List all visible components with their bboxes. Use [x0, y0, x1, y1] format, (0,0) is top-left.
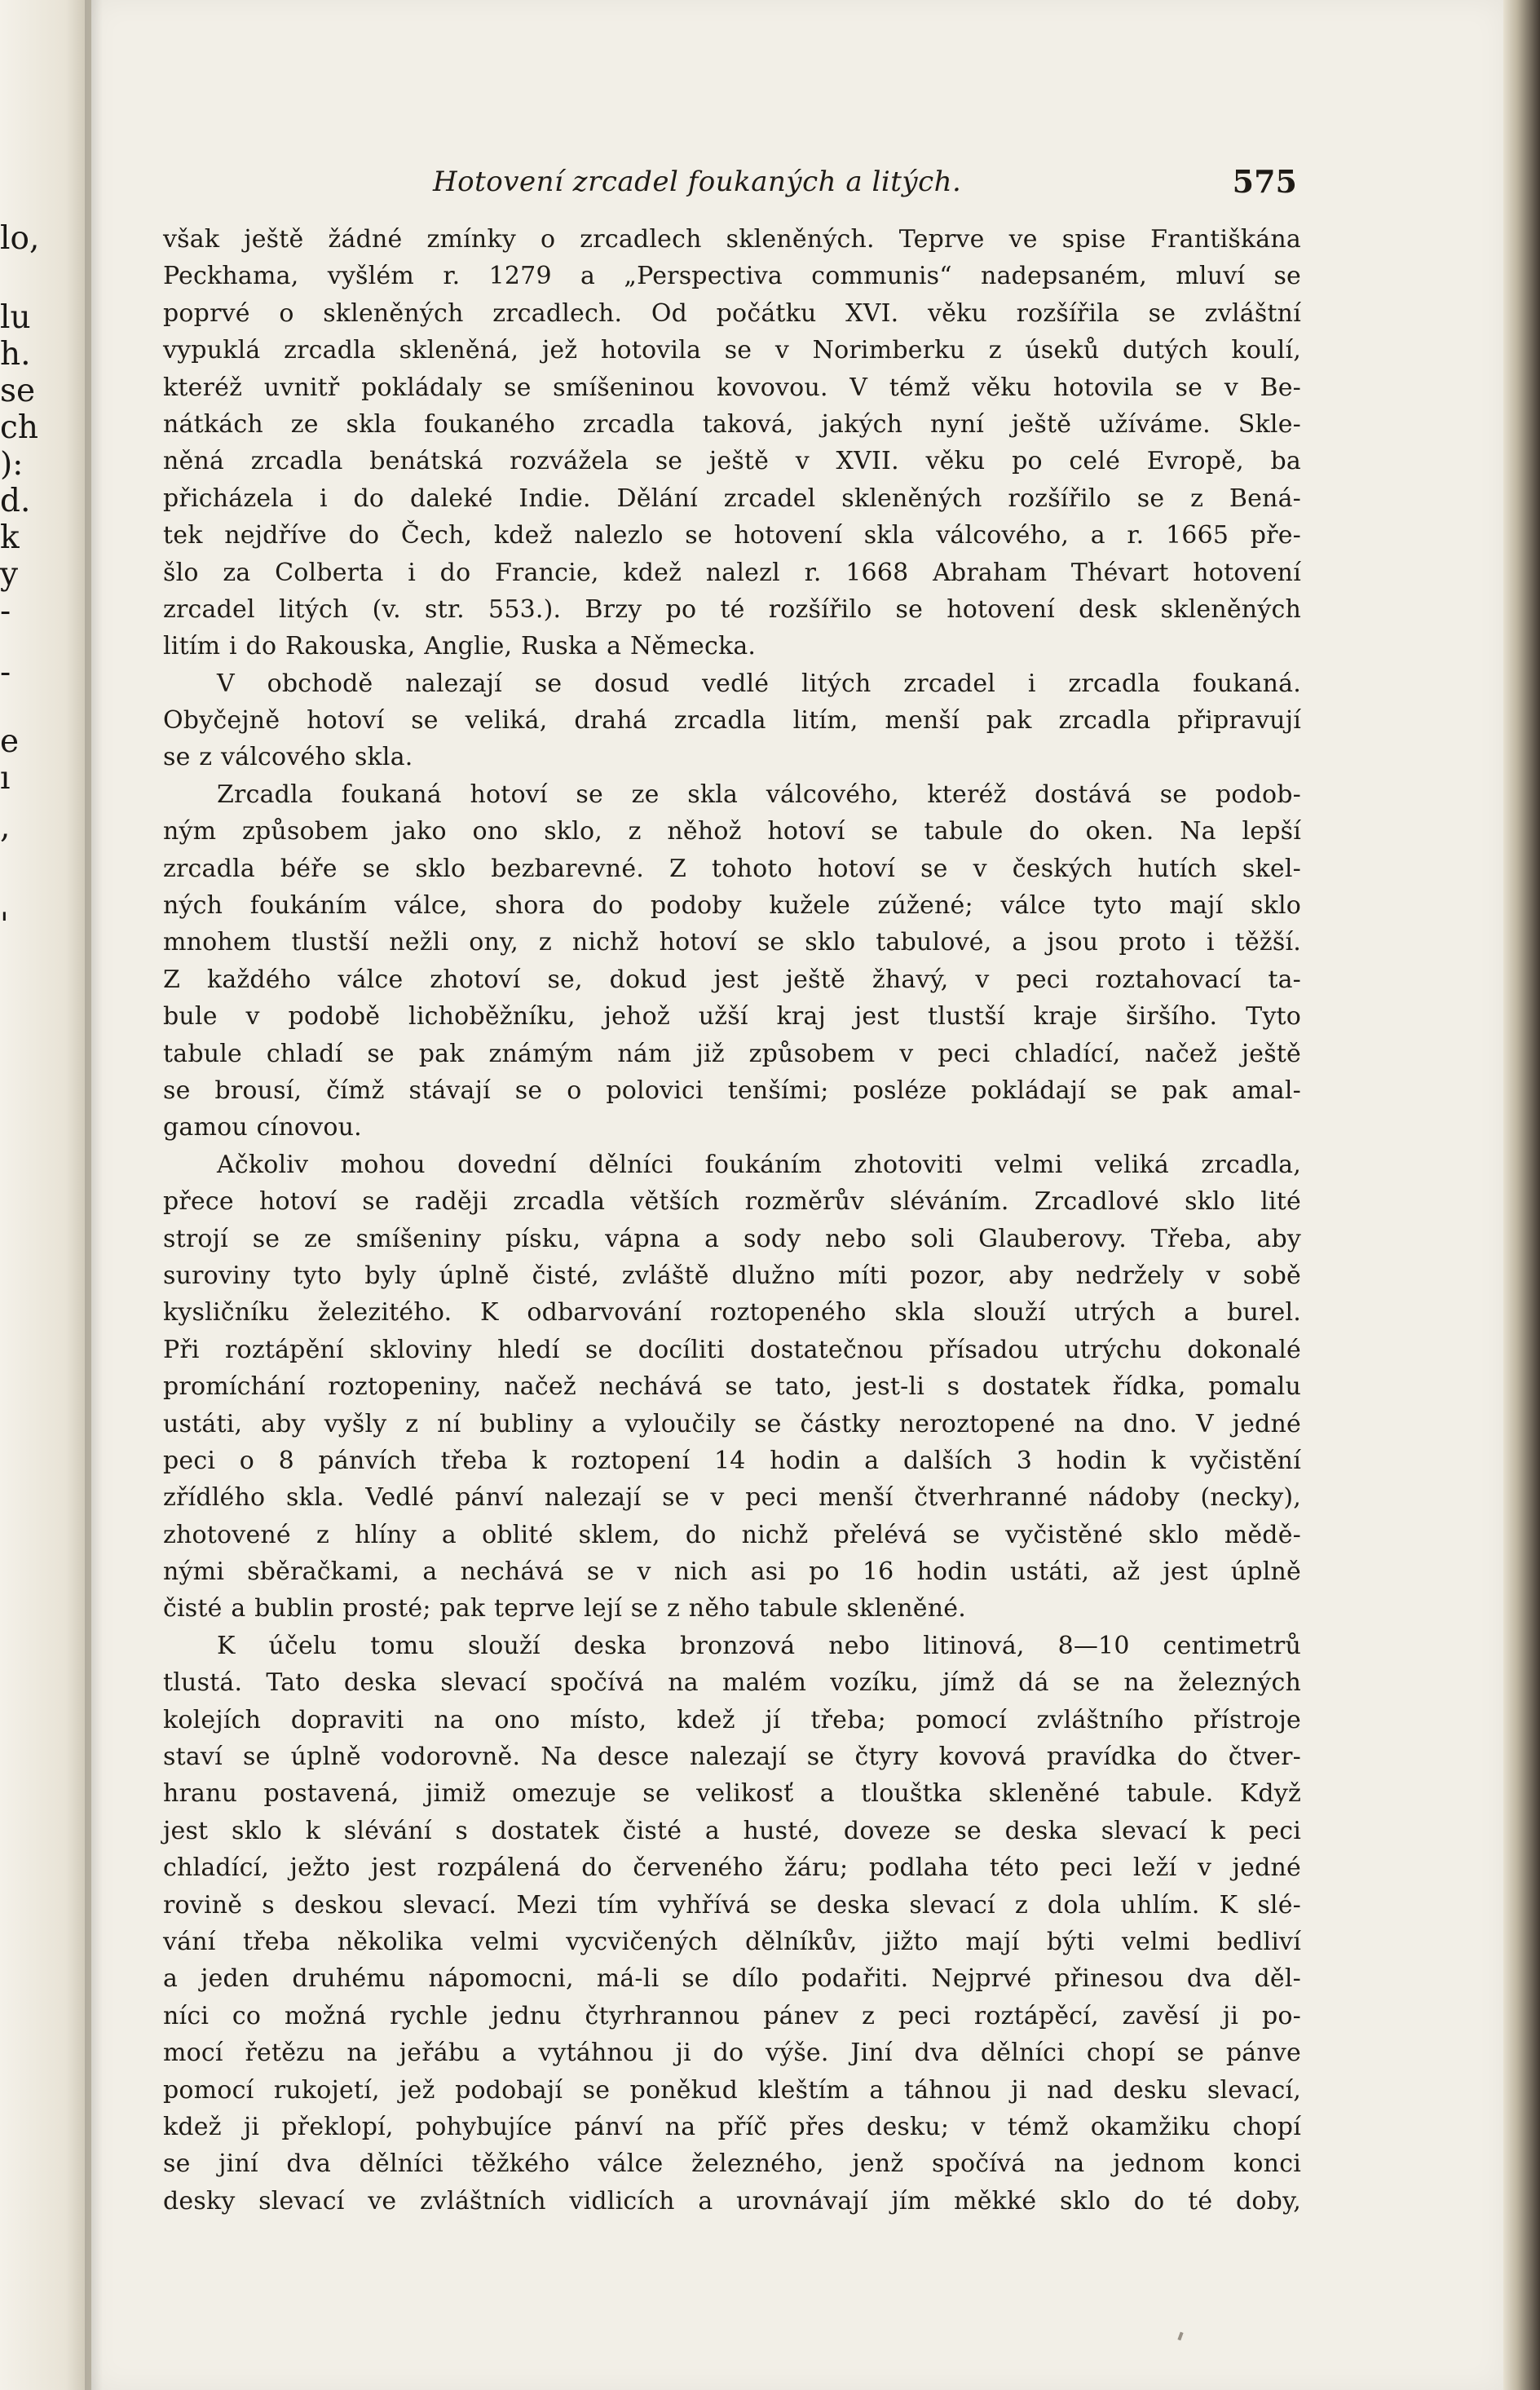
previous-page-fragment: - [0, 593, 11, 630]
paragraph-start-line: V obchodě nalezají se dosud vedlé litých zrcadel i zrcadla foukaná. [217, 669, 1301, 698]
previous-page-fragment: - [0, 654, 11, 691]
paragraph-start-line: Zrcadla foukaná hotoví se ze skla válcového, kteréž dostává se podob- [217, 780, 1301, 809]
body-line: chladící, ježto jest rozpálená do červeného žáru; podlaha této peci leží v jedné [163, 1853, 1301, 1883]
body-line: zřídlého skla. Vedlé pánví nalezají se v peci menší čtverhranné nádoby (necky), [163, 1483, 1301, 1513]
body-line: zhotovené z hlíny a oblité sklem, do nichž přelévá se vyčistěné sklo mědě- [163, 1520, 1301, 1549]
body-line: bule v podobě lichoběžníku, jehož užší kraj jest tlustší kraje širšího. Tyto [163, 1002, 1301, 1032]
previous-page-fragment: h. [0, 336, 31, 373]
body-text [163, 221, 1301, 2215]
body-line: vypuklá zrcadla skleněná, jež hotovila se v Norimberku z úseků dutých koulí, [163, 336, 1301, 365]
page-number: 575 [1232, 163, 1297, 200]
previous-page-fragment: d. [0, 483, 31, 519]
body-line: tek nejdříve do Čech, kdež nalezlo se hotovení skla válcového, a r. 1665 pře- [163, 521, 1301, 550]
body-line: kolejích dopraviti na ono místo, kdež jí třeba; pomocí zvláštního přístroje [163, 1705, 1301, 1734]
body-line: se brousí, čímž stávají se o polovici tenšími; posléze pokládají se pak amal- [163, 1076, 1301, 1105]
body-line: Při roztápění skloviny hledí se docíliti dostatečnou přísadou utrýchu dokonalé [163, 1335, 1301, 1364]
body-line: tlustá. Tato deska slevací spočívá na malém vozíku, jímž dá se na železných [163, 1668, 1301, 1698]
body-line: zrcadel litých (v. str. 553.). Brzy po té rozšířilo se hotovení desk skleněných [163, 594, 1301, 624]
body-line: níci co možná rychle jednu čtyrhrannou pánev z peci roztápěcí, zavěsí ji po- [163, 2001, 1301, 2030]
body-line: zrcadla béře se sklo bezbarevné. Z tohoto hotoví se v českých hutích skel- [163, 854, 1301, 883]
previous-page-fragment: ): [0, 446, 24, 483]
body-line: jest sklo k slévání s dostatek čisté a husté, doveze se deska slevací k peci [163, 1816, 1301, 1845]
page-header [433, 163, 1297, 204]
paragraph-start-line: Ačkoliv mohou dovední dělníci foukáním zhotoviti velmi veliká zrcadla, [217, 1150, 1301, 1179]
body-line: rovině s deskou slevací. Mezi tím vyhřívá se deska slevací z dola uhlím. K slé- [163, 1890, 1301, 1920]
body-line: desky slevací ve zvláštních vidlicích a urovnávají jím měkké sklo do té doby, [163, 2186, 1301, 2215]
body-line: poprvé o skleněných zrcadlech. Od počátku XVI. věku rozšířila se zvláštní [163, 298, 1301, 328]
body-line: něná zrcadla benátská rozvážela se ještě v XVII. věku po celé Evropě, ba [163, 447, 1301, 476]
body-line: kdež ji překlopí, pohybujíce pánví na příč přes desku; v témž okamžiku chopí [163, 2112, 1301, 2141]
body-line: staví se úplně vodorovně. Na desce nalezají se čtyry kovová pravídka do čtver- [163, 1743, 1301, 1772]
body-line: přicházela i do daleké Indie. Dělání zrcadel skleněných rozšířilo se z Bená- [163, 484, 1301, 513]
previous-page-fragment: lu [0, 299, 31, 336]
body-line: gamou cínovou. [163, 1113, 362, 1142]
body-line: vání třeba několika velmi vycvičených dělníkův, jižto mají býti velmi bedliví [163, 1927, 1301, 1956]
body-line: nými sběračkami, a nechává se v nich asi po 16 hodin ustáti, až jest úplně [163, 1557, 1301, 1587]
body-line: ným způsobem jako ono sklo, z něhož hotoví se tabule do oken. Na lepší [163, 817, 1301, 846]
body-line: pomocí rukojetí, jež podobají se poněkud kleštím a táhnou ji nad desku slevací, [163, 2075, 1301, 2105]
body-line: suroviny tyto byly úplně čisté, zvláště dlužno míti pozor, aby nedržely v sobě [163, 1261, 1301, 1290]
body-line: Z každého válce zhotoví se, dokud jest ještě žhavý, v peci roztahovací ta- [163, 965, 1301, 994]
body-line: šlo za Colberta i do Francie, kdež nalezl r. 1668 Abraham Thévart hotovení [163, 558, 1301, 587]
previous-page-fragment: se [0, 373, 36, 409]
body-line: strojí se ze smíšeniny písku, vápna a sody nebo soli Glauberovy. Třeba, aby [163, 1224, 1301, 1253]
previous-page-fragment: ch [0, 409, 38, 446]
paragraph-start-line: K účelu tomu slouží deska bronzová nebo litinová, 8—10 centimetrů [217, 1631, 1301, 1660]
running-title: Hotovení zrcadel foukaných a litých. [433, 166, 962, 198]
body-line: čisté a bublin prosté; pak teprve lejí se z něho tabule skleněné. [163, 1594, 966, 1624]
body-line: ustáti, aby vyšly z ní bubliny a vyloučily se částky neroztopené na dno. V jedné [163, 1409, 1301, 1438]
body-line: se z válcového skla. [163, 743, 413, 772]
body-line: nátkách ze skla foukaného zrcadla taková, jakých nyní ještě užíváme. Skle- [163, 409, 1301, 439]
right-edge-shadow [1503, 0, 1540, 2390]
body-line: litím i do Rakouska, Anglie, Ruska a Německa. [163, 632, 757, 661]
body-line: kteréž uvnitř pokládaly se smíšeninou kovovou. V témž věku hotovila se v Be- [163, 373, 1301, 402]
body-line: však ještě žádné zmínky o zrcadlech skleněných. Teprve ve spise Františkána [163, 225, 1301, 254]
body-line: kysličníku železitého. K odbarvování roztopeného skla slouží utrých a burel. [163, 1298, 1301, 1328]
previous-page-fragment: ' [0, 907, 9, 943]
body-line: promíchání roztopeniny, načež nechává se tato, jest-li s dostatek řídka, pomalu [163, 1372, 1301, 1402]
previous-page-fragment: ı [0, 760, 11, 797]
previous-page-fragment: lo, [0, 220, 40, 257]
body-line: mnohem tlustší nežli ony, z nichž hotoví se sklo tabulové, a jsou proto i těžší. [163, 928, 1301, 957]
previous-page-text-fragments [0, 0, 90, 2390]
previous-page-fragment: y [0, 556, 19, 593]
body-line: Obyčejně hotoví se veliká, drahá zrcadla litím, menší pak zrcadla připravují [163, 706, 1301, 736]
previous-page-fragment: , [0, 809, 11, 846]
body-line: tabule chladí se pak známým nám již způsobem v peci chladící, načež ještě [163, 1039, 1301, 1068]
body-line: mocí řetězu na jeřábu a vytáhnou ji do výše. Jiní dva dělníci chopí se pánve [163, 2039, 1301, 2068]
body-line: se jiní dva dělníci těžkého válce železného, jenž spočívá na jednom konci [163, 2149, 1301, 2179]
body-line: přece hotoví se raději zrcadla větších rozměrův sléváním. Zrcadlové sklo lité [163, 1187, 1301, 1217]
body-line: hranu postavená, jimiž omezuje se velikosť a tlouštka skleněné tabule. Když [163, 1779, 1301, 1809]
body-line: peci o 8 pánvích třeba k roztopení 14 hodin a dalších 3 hodin k vyčistění [163, 1446, 1301, 1475]
body-line: ných foukáním válce, shora do podoby kužele zúžené; válce tyto mají sklo [163, 891, 1301, 921]
previous-page-fragment: k [0, 519, 20, 556]
body-line: a jeden druhému nápomocni, má-li se dílo podařiti. Nejprvé přinesou dva děl- [163, 1964, 1301, 1994]
previous-page-fragment: e [0, 723, 20, 760]
body-line: Peckhama, vyšlém r. 1279 a „Perspectiva communis“ nadepsaném, mluví se [163, 262, 1301, 291]
